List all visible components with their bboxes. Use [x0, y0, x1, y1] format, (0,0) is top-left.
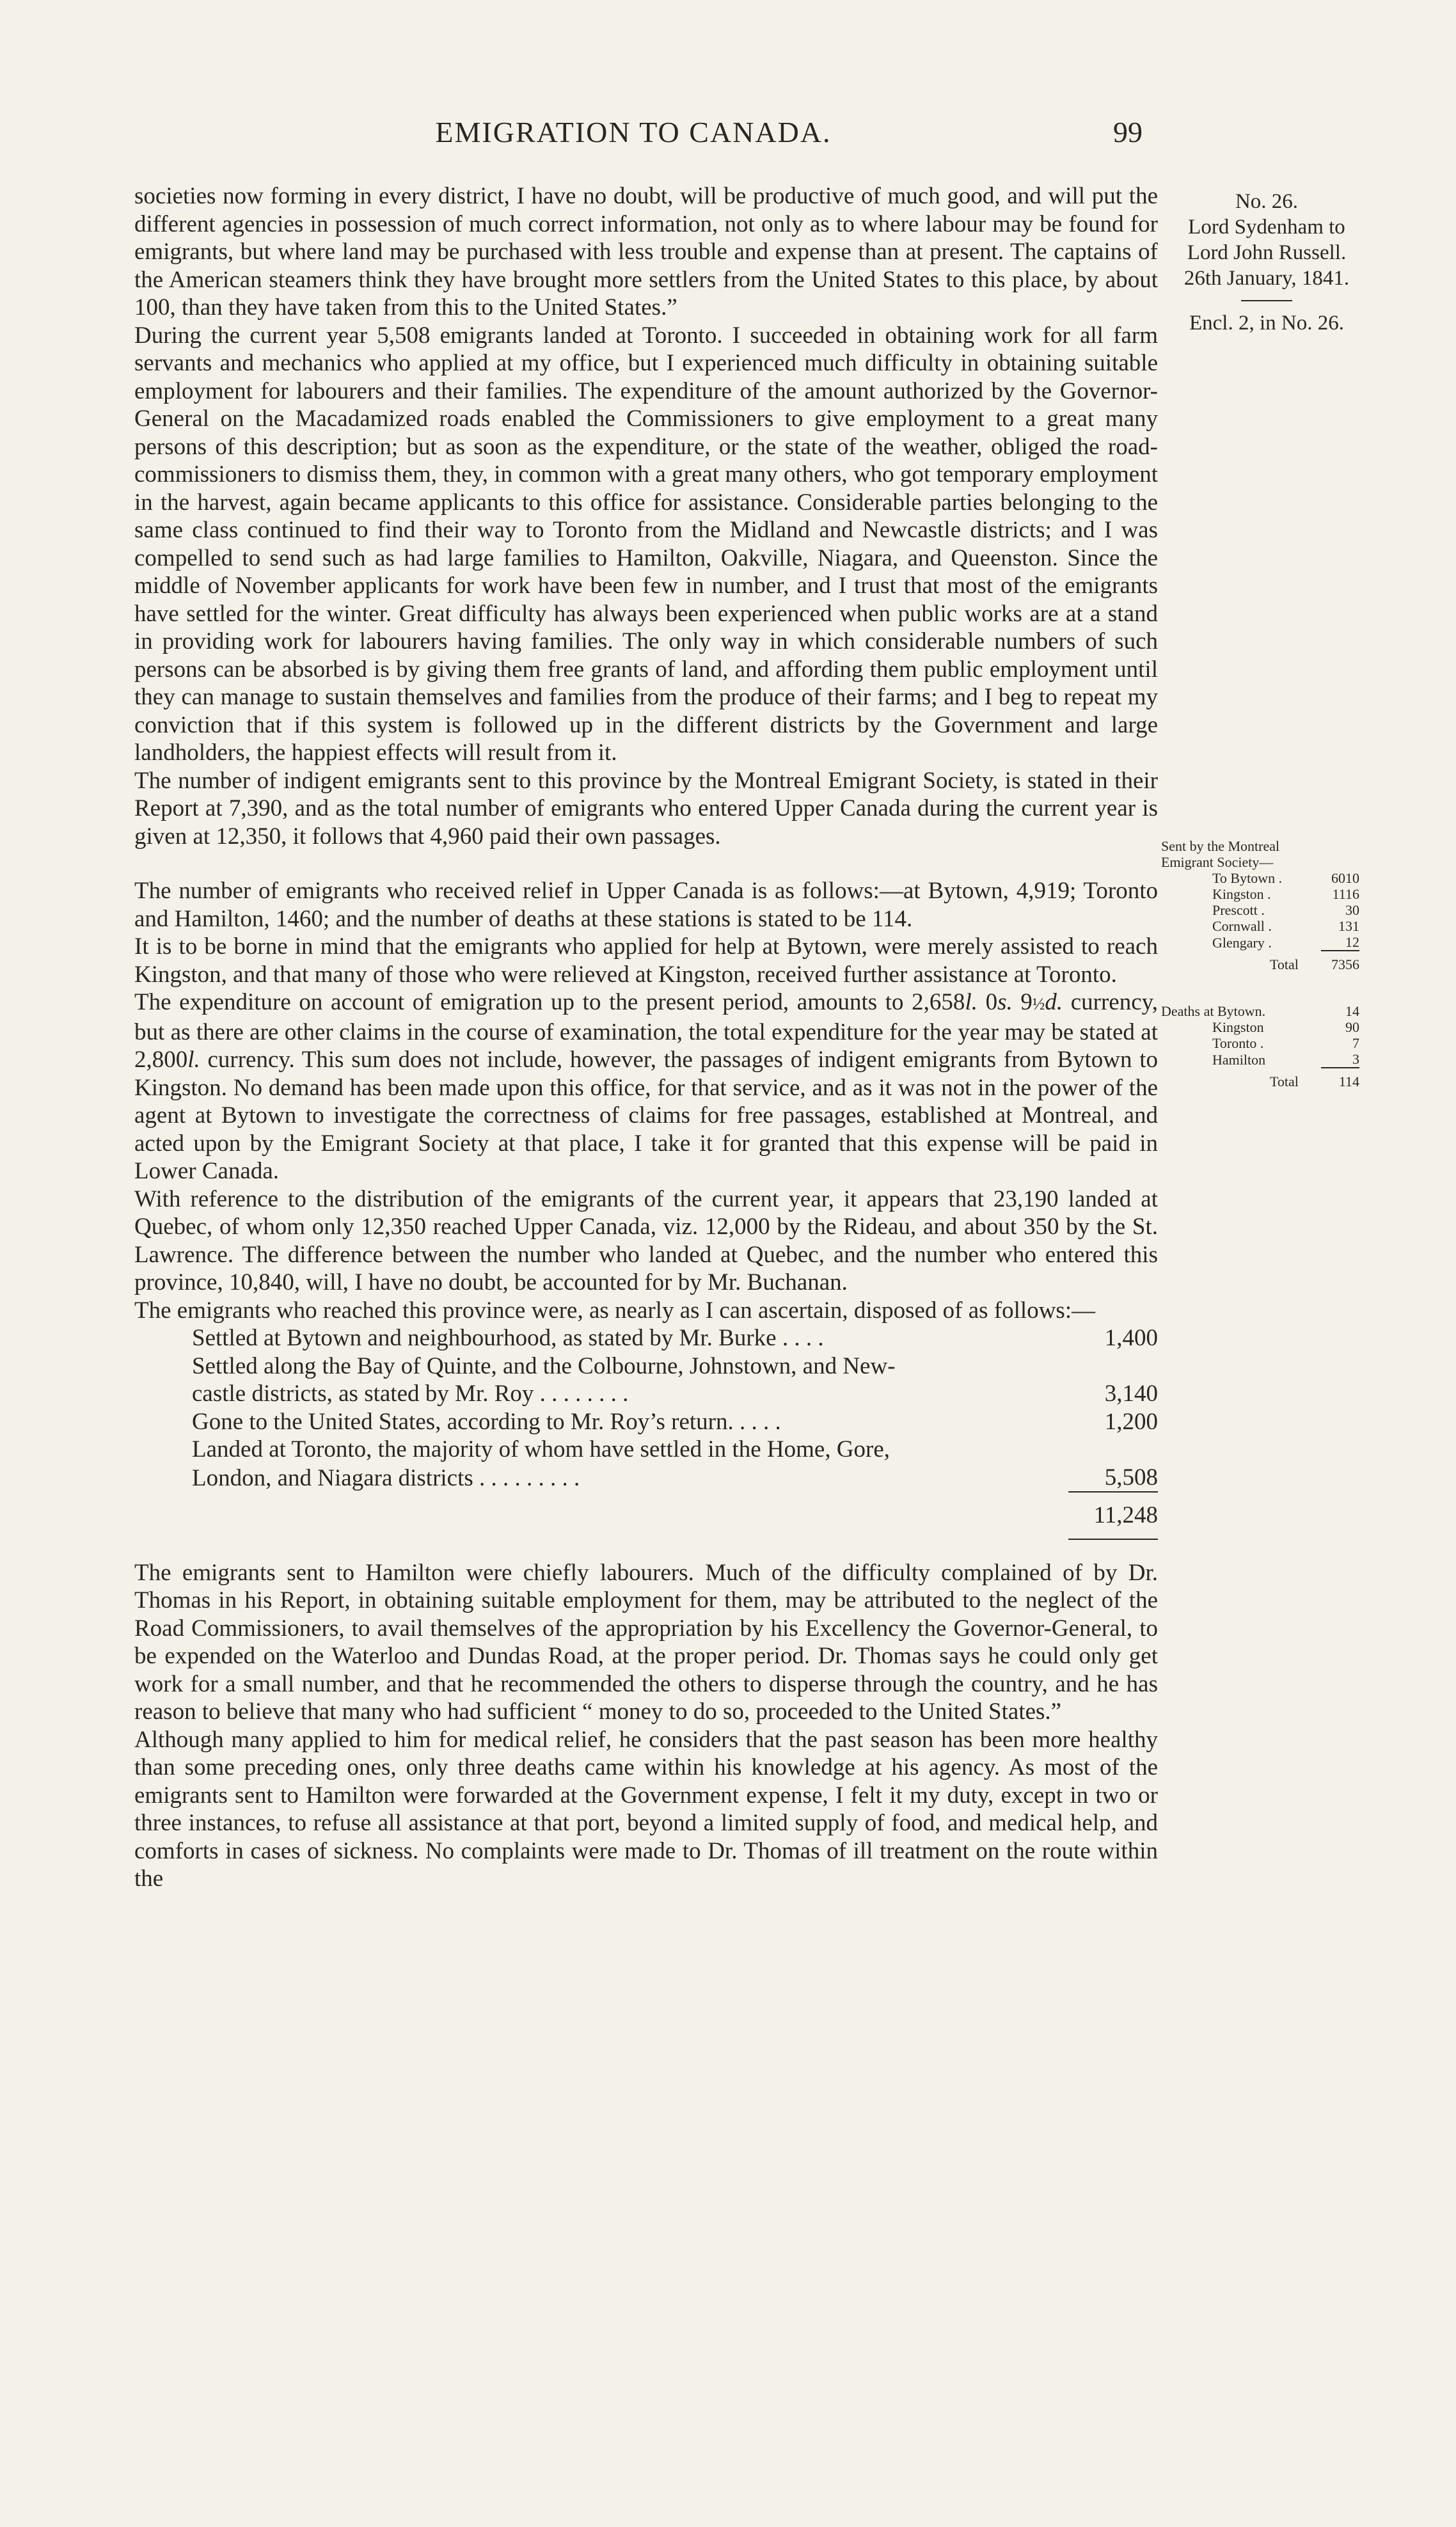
- margin-sent-heading2: Emigrant Society—: [1161, 854, 1274, 870]
- distribution-row-cont: castle districts, as stated by Mr. Roy . . . . . . . . 3,140: [192, 1381, 1158, 1407]
- paragraph: It is to be borne in mind that the emigrants who applied for help at Bytown, were merely assisted to reach Kingston, and that many of those who were relieved at Kingston, received further assistance at Toronto.: [134, 933, 1158, 988]
- margin-sent-row: Cornwall . 131: [1212, 918, 1359, 934]
- margin-sent-heading1: Sent by the Montreal: [1161, 838, 1280, 854]
- paragraph: societies now forming in every district, I have no doubt, will be productive of much good, and will put the different agencies in possession of much correct information, not only as to where labour may be found for emigrants, but where land may be purchased with less trouble and expense than at present. The captains of the American steamers think they have brought more settlers from the United States to this place, by about 100, than they have taken from this to the United States.”: [134, 183, 1158, 321]
- margin-note-enclosure: Encl. 2, in No. 26.: [1189, 312, 1344, 335]
- paragraph: The emigrants who reached this province were, as nearly as I can ascertain, disposed of as follows:—: [134, 1297, 1096, 1324]
- distribution-total: 11,248: [192, 1492, 1158, 1530]
- distribution-total-underline: [192, 1530, 1158, 1540]
- margin-sent-row: To Bytown . 6010: [1212, 870, 1359, 886]
- spacer: [134, 1540, 1158, 1559]
- margin-note: [1171, 189, 1363, 336]
- body-text: [134, 182, 1158, 1893]
- distribution-row: Settled along the Bay of Quinte, and the Colbourne, Johnstown, and New-: [192, 1352, 896, 1379]
- margin-deaths-heading: Deaths at: [1161, 1003, 1214, 1019]
- margin-deaths-row: Deaths at Bytown. 14: [1161, 1003, 1359, 1019]
- margin-deaths-row: Kingston 90: [1212, 1019, 1359, 1035]
- paragraph: With reference to the distribution of the emigrants of the current year, it appears that 23,190 landed at Quebec, of whom only 12,350 reached Upper Canada, viz. 12,000 by the Rideau, and about 350 by the St. Lawrence. The difference between the number who landed at Quebec, and the number who entered this province, 10,840, will, I have no doubt, be accounted for by Mr. Buchanan.: [134, 1185, 1158, 1295]
- margin-note-number: No. 26.: [1235, 190, 1299, 213]
- margin-sent-row: Kingston . 1116: [1212, 886, 1359, 902]
- paragraph-expenditure: The expenditure on account of emigration up to the present period, amounts to 2,658l. 0s. 9½d. currency, but as there are other claims in the course of examination, the total expenditure for the year may be stated at 2,800l. currency. This sum does not include, however, the passages of indigent emigrants from Bytown to Kingston. No demand has been made upon this office, for that service, and as it was not in the power of the agent at Bytown to investigate the correctness of claims for free passages, established at Montreal, and acted upon by the Emigrant Society at that place, I take it for granted that this expense will be paid in Lower Canada.: [134, 989, 1159, 1184]
- running-head: EMIGRATION TO CANADA.: [435, 116, 832, 148]
- margin-sent-table: [1161, 838, 1359, 972]
- margin-sent-total: Total 7356: [1161, 951, 1359, 972]
- page-number: 99: [1113, 116, 1143, 148]
- margin-note-date: 26th January, 1841.: [1183, 267, 1350, 290]
- paragraph: During the current year 5,508 emigrants landed at Toronto. I succeeded in obtaining work for all farm servants and mechanics who applied at my office, but I experienced much difficulty in obtaining suitable employment for labourers and their families. The expenditure of the amount authorized by the Governor-General on the Macadamized roads enabled the Commissioners to give employment to a great many persons of this description; but as soon as the expenditure, or the state of the weather, obliged the road-commissioners to dismiss them, they, in common with a great many others, who got temporary employment in the harvest, again became applicants to this office for assistance. Considerable parties belonging to the same class continued to find their way to Toronto from the Midland and Newcastle districts; and I was compelled to send such as had large families to Hamilton, Oakville, Niagara, and Queenston. Since the middle of November applicants for work have been few in number, and I trust that most of the emigrants have settled for the winter. Great difficulty has always been experienced when public works are at a stand in providing work for labourers having families. The only way in which considerable numbers of such persons can be absorbed is by giving them free grants of land, and affording them public employment until they can manage to sustain themselves and families from the produce of their farms; and I beg to repeat my conviction that if this system is followed up in the different districts by the Government and large landholders, the happiest effects will result from it.: [134, 322, 1158, 766]
- margin-deaths-table: [1161, 1003, 1359, 1089]
- margin-note-line2: Lord John Russell.: [1187, 241, 1347, 264]
- paragraph: The number of emigrants who received relief in Upper Canada is as follows:—at Bytown, 4,919; Toronto and Hamilton, 1460; and the number of deaths at these stations is stated to be 114.: [134, 878, 1158, 932]
- paragraph: Although many applied to him for medical relief, he considers that the past season has been more healthy than some preceding ones, only three deaths came within his knowledge at his agency. As most of the emigrants sent to Hamilton were forwarded at the Government expense, I felt it my duty, except in two or three instances, to refuse all assistance at that port, beyond a limited supply of food, and medical help, and comforts in cases of sickness. No complaints were made to Dr. Thomas of ill treatment on the route within the: [134, 1726, 1158, 1892]
- margin-note-line1: Lord Sydenham to: [1188, 216, 1345, 239]
- margin-sent-row: Prescott . 30: [1212, 902, 1359, 918]
- distribution-row: Settled at Bytown and neighbourhood, as stated by Mr. Burke . . . . 1,400: [192, 1325, 1158, 1351]
- margin-sent-row: Glengary . 12: [1212, 934, 1359, 951]
- margin-rule: [1241, 300, 1292, 301]
- margin-deaths-total: Total 114: [1161, 1068, 1359, 1089]
- paragraph: The number of indigent emigrants sent to this province by the Montreal Emigrant Society, is stated in their Report at 7,390, and as the total number of emigrants who entered Upper Canada during the current year is given at 12,350, it follows that 4,960 paid their own passages.: [134, 767, 1158, 850]
- margin-deaths-row: Toronto . 7: [1212, 1035, 1359, 1051]
- paragraph: The emigrants sent to Hamilton were chiefly labourers. Much of the difficulty complained of by Dr. Thomas in his Report, in obtaining suitable employment for them, may be attributed to the neglect of the Road Commissioners, to avail themselves of the appropriation by his Excellency the Governor-General, to be expended on the Waterloo and Dundas Road, at the proper period. Dr. Thomas says he could only get work for a small number, and that he recommended the others to disperse through the country, and he has reason to believe that many who had sufficient “ money to do so, proceeded to the United States.”: [134, 1559, 1158, 1725]
- spacer: [134, 850, 1158, 877]
- margin-deaths-row: Hamilton 3: [1212, 1051, 1359, 1068]
- distribution-table: [192, 1324, 1158, 1540]
- distribution-row-cont: London, and Niagara districts . . . . . . . . . 5,508: [192, 1464, 1158, 1491]
- distribution-row: Landed at Toronto, the majority of whom have settled in the Home, Gore,: [192, 1436, 890, 1462]
- distribution-row: Gone to the United States, according to Mr. Roy’s return. . . . . 1,200: [192, 1408, 1158, 1435]
